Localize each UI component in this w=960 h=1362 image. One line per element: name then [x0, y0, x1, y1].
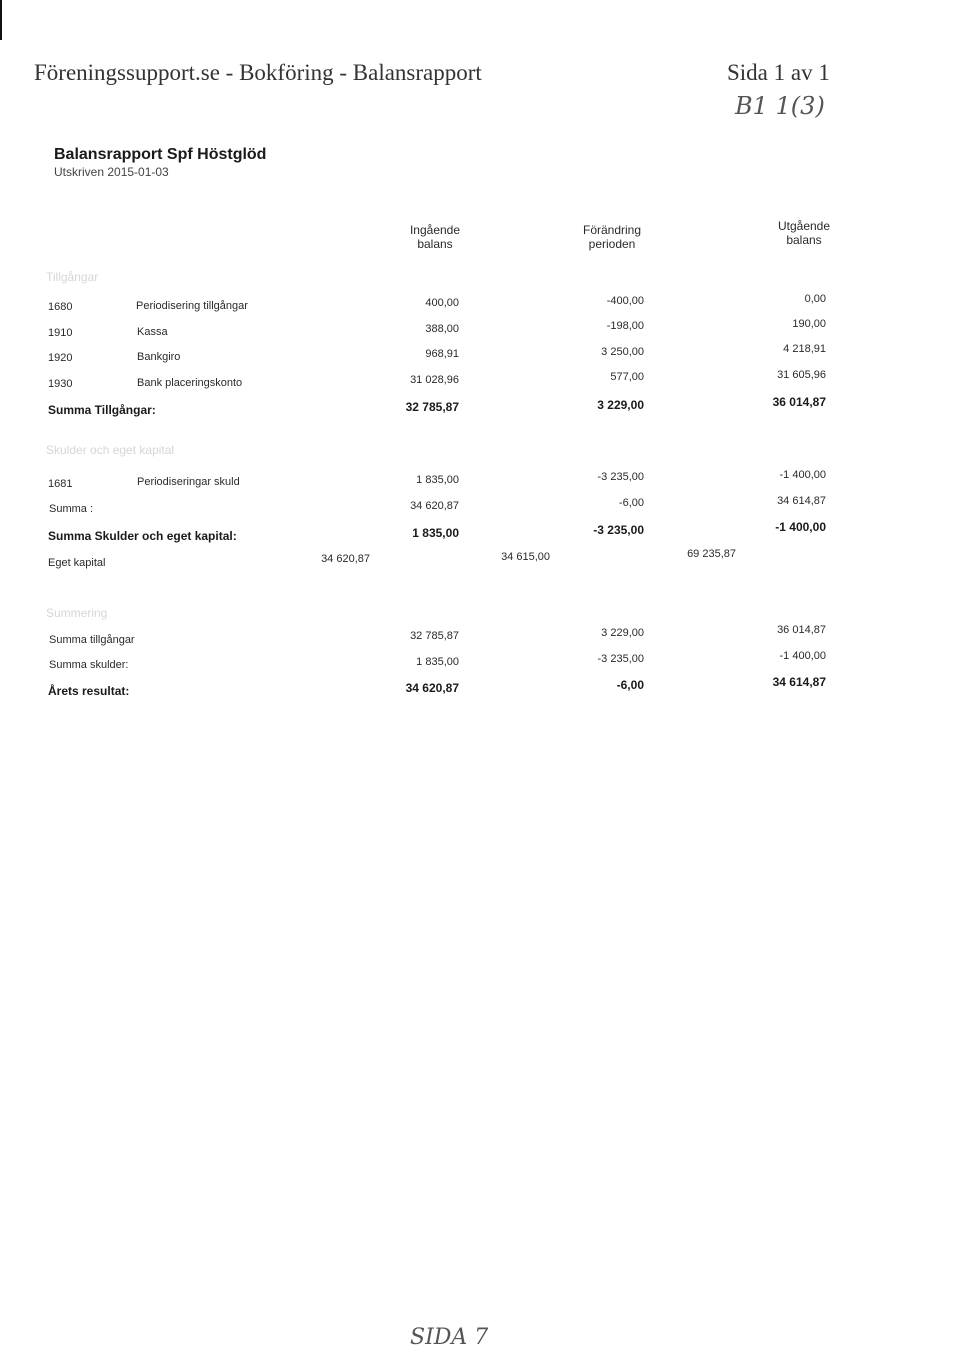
- liabilities-section-title: Skulder och eget kapital: [46, 443, 175, 457]
- assets-total-closing: 36 014,87: [772, 395, 826, 409]
- col-closing-line2: balans: [786, 233, 822, 247]
- printed-date: Utskriven 2015-01-03: [54, 165, 169, 179]
- col-change-header: [557, 223, 667, 251]
- closing-value: 31 605,96: [777, 369, 826, 381]
- summary-opening: 32 785,87: [410, 630, 459, 642]
- opening-value: 968,91: [425, 348, 459, 360]
- change-value: -198,00: [606, 320, 644, 332]
- handwritten-reference: B1 1(3): [735, 92, 825, 120]
- account-number: 1680: [48, 301, 73, 313]
- report-title: Balansrapport Spf Höstglöd: [54, 146, 267, 163]
- equity-label: Eget kapital: [48, 557, 106, 569]
- subtotal-opening: 34 620,87: [410, 500, 459, 512]
- handwritten-page-number: SIDA 7: [410, 1325, 489, 1350]
- col-change-line2: perioden: [588, 237, 636, 251]
- annual-result-closing: 34 614,87: [772, 675, 826, 689]
- site-title: Föreningssupport.se - Bokföring - Balansrapport: [34, 60, 482, 85]
- summary-section-title: Summering: [46, 606, 108, 620]
- change-value: -400,00: [606, 295, 644, 307]
- closing-value: 190,00: [792, 318, 826, 330]
- assets-total-change: 3 229,00: [597, 398, 644, 412]
- liabilities-total-closing: -1 400,00: [775, 520, 826, 534]
- closing-value: -1 400,00: [779, 469, 826, 481]
- liabilities-total-change: -3 235,00: [593, 523, 644, 537]
- summary-change: 3 229,00: [601, 627, 644, 639]
- subtotal-closing: 34 614,87: [777, 495, 826, 507]
- summary-change: -3 235,00: [597, 653, 644, 665]
- assets-section-title: Tillgångar: [46, 270, 99, 284]
- summary-closing: 36 014,87: [777, 624, 826, 636]
- col-closing-header: [749, 219, 859, 247]
- closing-value: 4 218,91: [783, 343, 826, 355]
- assets-total-label: Summa Tillgångar:: [48, 403, 156, 417]
- closing-value: 0,00: [804, 293, 826, 305]
- col-opening-header: [380, 223, 490, 251]
- liabilities-total-opening: 1 835,00: [412, 526, 459, 540]
- liabilities-total-label: Summa Skulder och eget kapital:: [48, 529, 237, 543]
- assets-total-opening: 32 785,87: [405, 400, 459, 414]
- subtotal-label: Summa :: [49, 503, 94, 515]
- equity-value-3: 69 235,87: [687, 548, 736, 560]
- change-value: -3 235,00: [597, 471, 644, 483]
- subtotal-change: -6,00: [618, 497, 644, 509]
- account-name: Bankgiro: [137, 351, 181, 363]
- scan-edge-mark: [0, 0, 2, 40]
- account-name: Bank placeringskonto: [137, 377, 243, 389]
- opening-value: 400,00: [425, 297, 459, 309]
- account-number: 1910: [48, 327, 73, 339]
- summary-label: Summa skulder:: [49, 659, 129, 671]
- summary-closing: -1 400,00: [779, 650, 826, 662]
- opening-value: 31 028,96: [410, 374, 459, 386]
- change-value: 577,00: [610, 371, 644, 383]
- account-name: Periodiseringar skuld: [137, 476, 240, 488]
- col-opening-line2: balans: [417, 237, 453, 251]
- equity-value-2: 34 615,00: [501, 551, 550, 563]
- account-number: 1920: [48, 352, 73, 364]
- col-opening-line1: Ingående: [409, 223, 461, 237]
- change-value: 3 250,00: [601, 346, 644, 358]
- account-number: 1930: [48, 378, 73, 390]
- summary-label: Summa tillgångar: [49, 634, 135, 646]
- col-closing-line1: Utgående: [777, 219, 831, 233]
- annual-result-opening: 34 620,87: [405, 681, 459, 695]
- summary-opening: 1 835,00: [416, 656, 459, 668]
- account-name: Periodisering tillgångar: [136, 300, 248, 312]
- annual-result-change: -6,00: [616, 678, 644, 692]
- col-change-line1: Förändring: [582, 223, 642, 237]
- account-name: Kassa: [137, 326, 168, 338]
- equity-value-1: 34 620,87: [321, 553, 370, 565]
- page-label: Sida 1 av 1: [727, 60, 830, 85]
- opening-value: 1 835,00: [416, 474, 459, 486]
- annual-result-label: Årets resultat:: [48, 684, 130, 698]
- opening-value: 388,00: [425, 323, 459, 335]
- account-number: 1681: [48, 478, 73, 490]
